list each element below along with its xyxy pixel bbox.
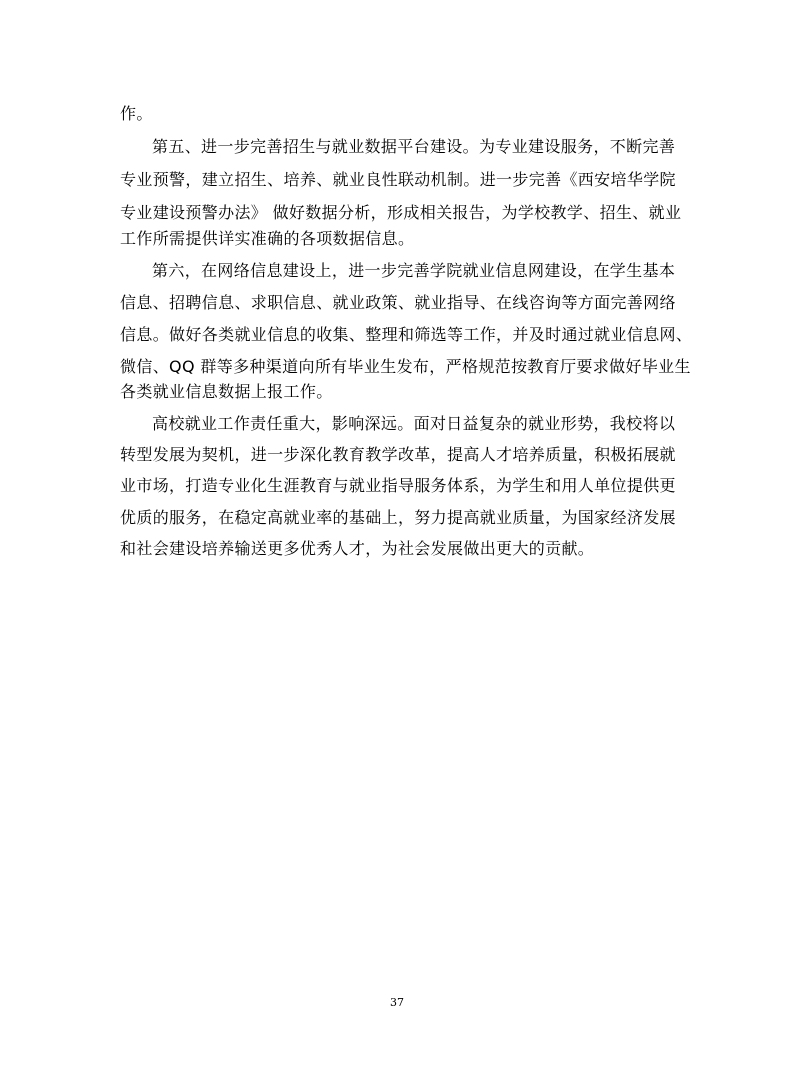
text-line: 优质的服务，在稳定高就业率的基础上，努力提高就业质量，为国家经济发展 <box>120 508 676 527</box>
text-line: 信息。做好各类就业信息的收集、整理和筛选等工作，并及时通过就业信息网、 <box>120 325 693 344</box>
text-line: 作。 <box>120 104 153 123</box>
text-line: 第六，在网络信息建设上，进一步完善学院就业信息网建设，在学生基本 <box>152 261 676 280</box>
text-line: 和社会建设培养输送更多优秀人才，为社会发展做出更大的贡献。 <box>120 539 595 558</box>
text-line: 第五、进一步完善招生与就业数据平台建设。为专业建设服务，不断完善 <box>152 137 676 156</box>
text-line: 业市场，打造专业化生涯教育与就业指导服务体系，为学生和用人单位提供更 <box>120 476 676 495</box>
text-line: 高校就业工作责任重大，影响深远。面对日益复杂的就业形势，我校将以 <box>152 414 676 433</box>
text-line: 各类就业信息数据上报工作。 <box>120 382 333 401</box>
text-line: 转型发展为契机，进一步深化教育教学改革，提高人才培养质量，积极拓展就 <box>120 445 676 464</box>
text-line: 专业建设预警办法》 做好数据分析，形成相关报告，为学校教学、招生、就业 <box>120 203 682 222</box>
text-line: 信息、招聘信息、求职信息、就业政策、就业指导、在线咨询等方面完善网络 <box>120 293 676 312</box>
text-line: 专业预警，建立招生、培养、就业良性联动机制。进一步完善《西安培华学院 <box>120 170 676 189</box>
page-number: 37 <box>390 996 404 1009</box>
text-line: 工作所需提供详实准确的各项数据信息。 <box>120 229 415 248</box>
text-line: 微信、QQ 群等多种渠道向所有毕业生发布，严格规范按教育厅要求做好毕业生 <box>120 357 691 376</box>
